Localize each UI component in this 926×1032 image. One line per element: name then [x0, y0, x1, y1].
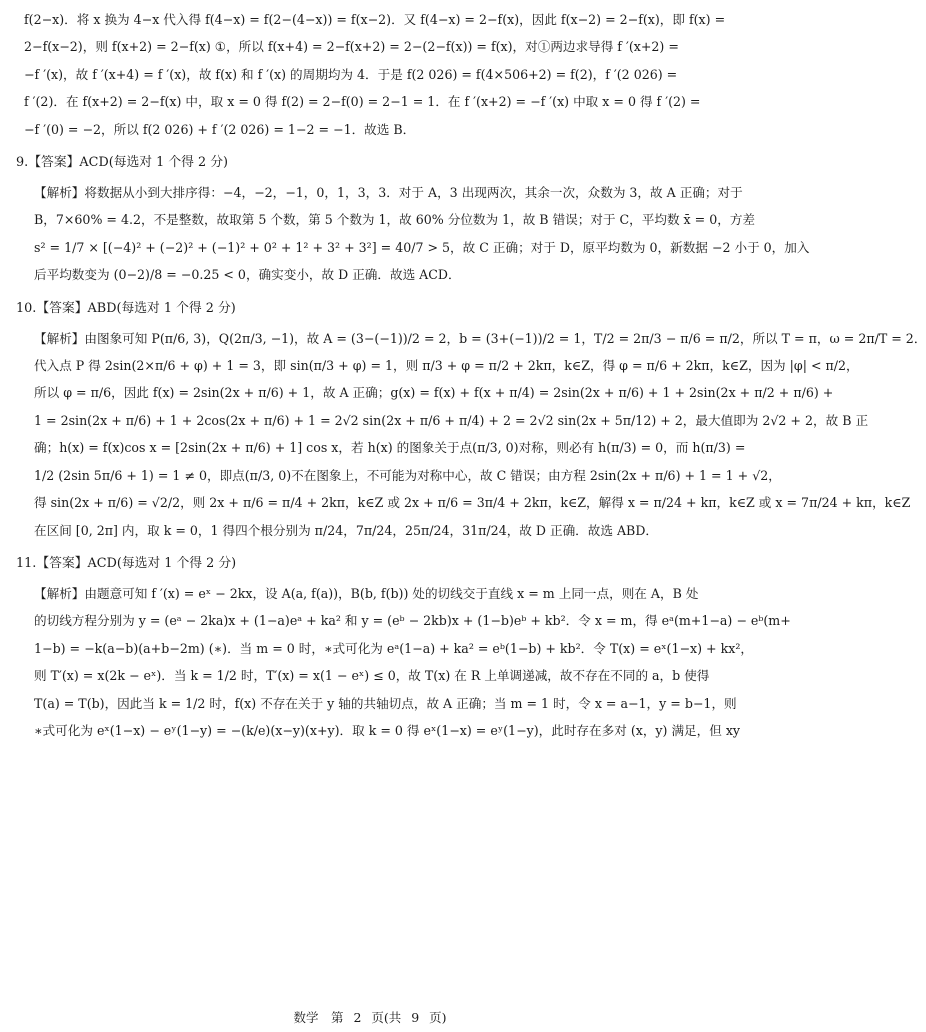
text-line: 2−f(x−2)，则 f(x+2) = 2−f(x) ①，所以 f(x+4) = 2−f(x+2) = 2−(2−f(x)) = f(x)，对①两边求导得 f ′(x+2) = [24, 39, 679, 55]
text-line: B，7×60% = 4.2，不是整数，故取第 5 个数，第 5 个数为 1，故 60% 分位数为 1，故 B 错误；对于 C，平均数 x̄ = 0，方差 [34, 212, 756, 228]
text-line: 【解析】将数据从小到大排序得：−4，−2，−1，0，1，3，3．对于 A，3 出现两次，其余一次，众数为 3，故 A 正确；对于 [34, 185, 743, 201]
answer-text: 【答案】ACD(每选对 1 个得 2 分) [28, 155, 229, 171]
text-line: T(a) = T(b)，因此当 k = 1/2 时，f(x) 不存在关于 y 轴的共轴切点，故 A 正确；当 m = 1 时，令 x = a−1，y = b−1，则 [34, 695, 737, 711]
text-line: 得 sin(2x + π/6) = √2/2，则 2x + π/6 = π/4 + 2kπ，k∈Z 或 2x + π/6 = 3π/4 + 2kπ，k∈Z，解得 x = π/24 + kπ，k∈Z 或 x = 7π/24 + kπ，k∈Z [34, 495, 911, 511]
question-11-answer [16, 550, 720, 578]
page-footer: 数学 第 2 页(共 9 页) [293, 1010, 447, 1025]
question-9-answer [16, 149, 720, 177]
text-line: 【解析】由题意可知 f ′(x) = eˣ − 2kx，设 A(a, f(a))，B(b, f(b)) 处的切线交于直线 x = m 上同一点，则在 A，B 处 [34, 585, 699, 601]
text-line: f ′(2)．在 f(x+2) = 2−f(x) 中，取 x = 0 得 f(2) = 2−f(0) = 2−1 = 1．在 f ′(x+2) = −f ′(x) 中取 x = 0 得 f ′(2) = [24, 94, 701, 110]
answer-text: 【答案】ACD(每选对 1 个得 2 分) [36, 555, 237, 571]
text-line: 1 = 2sin(2x + π/6) + 1 + 2cos(2x + π/6) + 1 = 2√2 sin(2x + π/6 + π/4) + 2 = 2√2 sin(2x + 5π/12) + 2，最大值即为 2√2 + 2，故 B 正 [34, 412, 869, 428]
text-line: f(2−x)．将 x 换为 4−x 代入得 f(4−x) = f(2−(4−x)) = f(x−2)．又 f(4−x) = 2−f(x)，因此 f(x−2) = 2−f(x)，即 f(x) = [24, 12, 726, 27]
question-9 [16, 149, 810, 289]
text-line: 确；h(x) = f(x)cos x = [2sin(2x + π/6) + 1] cos x，若 h(x) 的图象关于点(π/3, 0)对称，则必有 h(π/3) = 0，而 h(π/3) = [34, 440, 746, 456]
text-line: −f ′(x)，故 f ′(x+4) = f ′(x)，故 f(x) 和 f ′(x) 的周期均为 4．于是 f(2 026) = f(4×506+2) = f(2)，f ′(2 026) = [24, 66, 678, 82]
text-line: ∗式可化为 eˣ(1−x) − eʸ(1−y) = −(k/e)(x−y)(x+y)．取 k = 0 得 eˣ(1−x) = eʸ(1−y)，此时存在多对 (x，y) 满足，但 xy [34, 722, 741, 738]
text-line: 1−b) = −k(a−b)(a+b−2m) (∗)．当 m = 0 时，∗式可化为 eᵃ(1−a) + ka² = eᵇ(1−b) + kb²．令 T(x) = eˣ(1−x) + kx²， [34, 640, 753, 656]
text-line: 后平均数变为 (0−2)/8 = −0.25 < 0，确实变小，故 D 正确．故选 ACD． [34, 267, 461, 283]
question-number: 10. [16, 300, 37, 316]
question-10-answer [16, 295, 720, 323]
text-line: 的切线方程分别为 y = (eᵃ − 2ka)x + (1−a)eᵃ + ka² 和 y = (eᵇ − 2kb)x + (1−b)eᵇ + kb²．令 x = m，得 eᵃ(m+1−a) − eᵇ(m+ [34, 613, 791, 629]
text-line: 代入点 P 得 2sin(2×π/6 + φ) + 1 = 3，即 sin(π/3 + φ) = 1，则 π/3 + φ = π/2 + 2kπ，k∈Z，得 φ = π/6 + 2kπ，k∈Z，因为 |φ| < π/2， [34, 358, 859, 374]
answer-text: 【答案】ABD(每选对 1 个得 2 分) [36, 300, 236, 316]
question-10 [16, 295, 926, 544]
question-number: 11. [16, 555, 37, 571]
text-line: 1/2 (2sin 5π/6 + 1) = 1 ≠ 0，即点(π/3, 0)不在图象上，不可能为对称中心，故 C 错误；由方程 2sin(2x + π/6) + 1 = 1 + √2， [34, 467, 781, 483]
text-line: 所以 φ = π/6，因此 f(x) = 2sin(2x + π/6) + 1，故 A 正确；g(x) = f(x) + f(x + π/4) = 2sin(2x + π/6) + 1 + 2sin(2x + π/2 + π/6) + [34, 385, 834, 401]
intro-solution [24, 6, 726, 143]
question-11 [16, 550, 791, 744]
text-line: 则 T′(x) = x(2k − eˣ)．当 k = 1/2 时，T′(x) = x(1 − eˣ) ≤ 0，故 T(x) 在 R 上单调递减，故不存在不同的 a，b 使得 [34, 668, 710, 684]
text-line: 在区间 [0, 2π] 内，取 k = 0，1 得四个根分别为 π/24，7π/24，25π/24，31π/24，故 D 正确．故选 ABD． [34, 522, 659, 538]
question-number: 9. [16, 155, 29, 171]
text-line: −f ′(0) = −2，所以 f(2 026) + f ′(2 026) = 1−2 = −1．故选 B． [24, 121, 416, 137]
text-line: 【解析】由图象可知 P(π/6, 3)，Q(2π/3, −1)，故 A = (3−(−1))/2 = 2，b = (3+(−1))/2 = 1，T/2 = 2π/3 − π/6 = π/2，所以 T = π，ω = 2π/T = 2． [34, 330, 926, 346]
text-line: s² = 1/7 × [(−4)² + (−2)² + (−1)² + 0² + 1² + 3² + 3²] = 40/7 > 5，故 C 正确；对于 D，原平均数为 0，新数据 −2 小于 0，加入 [34, 239, 810, 255]
